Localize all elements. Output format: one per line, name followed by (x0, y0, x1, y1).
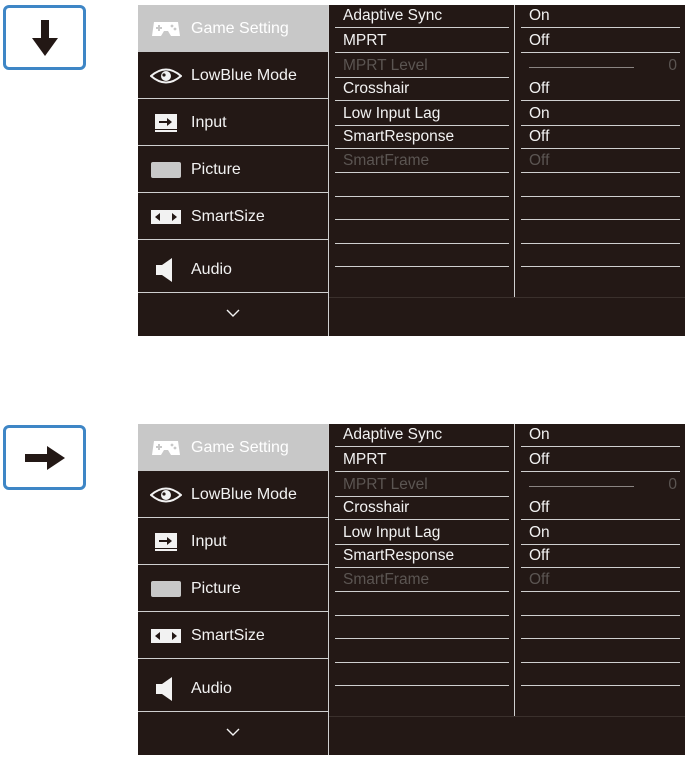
picture-icon (149, 159, 183, 181)
slider-value: 0 (668, 476, 677, 493)
divider (335, 638, 509, 639)
osd-menu (138, 424, 685, 755)
value-smartresponse[interactable]: Off (521, 545, 680, 568)
menu-item-label: Audio (191, 260, 232, 278)
divider (335, 196, 509, 197)
menu-item-picture[interactable] (138, 146, 328, 193)
mprt-level-slider (529, 67, 634, 68)
menu-item-audio[interactable] (138, 665, 328, 712)
mprt-level-slider (529, 486, 634, 487)
menu-item-label: Picture (191, 160, 241, 178)
menu-item-label: SmartSize (191, 626, 265, 644)
menu-item-input[interactable] (138, 518, 328, 565)
setting-adaptive-sync[interactable]: Adaptive Sync (335, 424, 509, 447)
setting-low-input-lag[interactable]: Low Input Lag (335, 103, 509, 126)
setting-adaptive-sync[interactable]: Adaptive Sync (335, 5, 509, 28)
setting-smartresponse[interactable]: SmartResponse (335, 126, 509, 149)
divider (329, 716, 685, 717)
divider (335, 243, 509, 244)
setting-low-input-lag[interactable]: Low Input Lag (335, 522, 509, 545)
menu-item-input[interactable] (138, 99, 328, 146)
setting-mprt-level: MPRT Level (335, 474, 509, 497)
settings-value-column (516, 5, 685, 297)
eye-icon (149, 484, 183, 506)
divider (335, 219, 509, 220)
menu-item-lowblue-mode[interactable] (138, 471, 328, 518)
smartsize-icon (149, 625, 183, 647)
smartsize-icon (149, 206, 183, 228)
menu-item-label: Game Setting (191, 19, 289, 37)
menu-item-label: Audio (191, 679, 232, 697)
value-crosshair[interactable]: Off (521, 497, 680, 520)
divider (335, 615, 509, 616)
picture-icon (149, 578, 183, 600)
eye-icon (149, 65, 183, 87)
value-adaptive-sync[interactable]: On (521, 424, 680, 447)
value-smartframe: Off (521, 569, 680, 592)
menu-item-label: SmartSize (191, 207, 265, 225)
setting-mprt[interactable]: MPRT (335, 449, 509, 472)
slider-value: 0 (668, 57, 677, 74)
chevron-down-icon (226, 309, 240, 317)
setting-mprt-level: MPRT Level (335, 55, 509, 78)
divider (521, 243, 680, 244)
value-crosshair[interactable]: Off (521, 78, 680, 101)
menu-item-label: LowBlue Mode (191, 485, 297, 503)
speaker-icon (149, 259, 183, 281)
down-key-button[interactable] (3, 5, 86, 70)
menu-item-smartsize[interactable] (138, 193, 328, 240)
gamepad-icon (149, 437, 183, 459)
osd-sidebar (138, 424, 329, 755)
menu-item-lowblue-mode[interactable] (138, 52, 328, 99)
divider (521, 219, 680, 220)
menu-item-label: Input (191, 532, 227, 550)
divider (329, 297, 685, 298)
arrow-right-icon (25, 446, 65, 470)
menu-item-label: Picture (191, 579, 241, 597)
value-low-input-lag[interactable]: On (521, 522, 680, 545)
settings-label-column (330, 424, 515, 716)
right-key-button[interactable] (3, 425, 86, 490)
speaker-icon (149, 678, 183, 700)
divider (521, 662, 680, 663)
osd-sidebar (138, 5, 329, 336)
setting-smartframe: SmartFrame (335, 150, 509, 173)
value-smartframe: Off (521, 150, 680, 173)
divider (521, 266, 680, 267)
value-mprt[interactable]: Off (521, 30, 680, 53)
settings-label-column (330, 5, 515, 297)
divider (335, 685, 509, 686)
menu-item-label: Game Setting (191, 438, 289, 456)
menu-item-picture[interactable] (138, 565, 328, 612)
divider (521, 685, 680, 686)
setting-crosshair[interactable]: Crosshair (335, 78, 509, 101)
value-smartresponse[interactable]: Off (521, 126, 680, 149)
divider (521, 638, 680, 639)
setting-crosshair[interactable]: Crosshair (335, 497, 509, 520)
menu-item-game-setting[interactable] (138, 424, 328, 471)
value-mprt[interactable]: Off (521, 449, 680, 472)
gamepad-icon (149, 18, 183, 40)
divider (335, 266, 509, 267)
arrow-down-icon (32, 20, 58, 56)
divider (521, 615, 680, 616)
setting-mprt[interactable]: MPRT (335, 30, 509, 53)
divider (521, 196, 680, 197)
setting-smartresponse[interactable]: SmartResponse (335, 545, 509, 568)
chevron-down-icon (226, 728, 240, 736)
menu-item-label: Input (191, 113, 227, 131)
menu-item-audio[interactable] (138, 246, 328, 293)
scroll-down-button[interactable] (138, 713, 328, 751)
divider (335, 662, 509, 663)
menu-item-game-setting[interactable] (138, 5, 328, 52)
menu-item-smartsize[interactable] (138, 612, 328, 659)
value-low-input-lag[interactable]: On (521, 103, 680, 126)
settings-value-column (516, 424, 685, 716)
osd-menu (138, 5, 685, 336)
value-mprt-level (521, 474, 680, 497)
value-mprt-level (521, 55, 680, 78)
input-icon (149, 531, 183, 553)
input-icon (149, 112, 183, 134)
scroll-down-button[interactable] (138, 294, 328, 332)
menu-item-label: LowBlue Mode (191, 66, 297, 84)
setting-smartframe: SmartFrame (335, 569, 509, 592)
value-adaptive-sync[interactable]: On (521, 5, 680, 28)
